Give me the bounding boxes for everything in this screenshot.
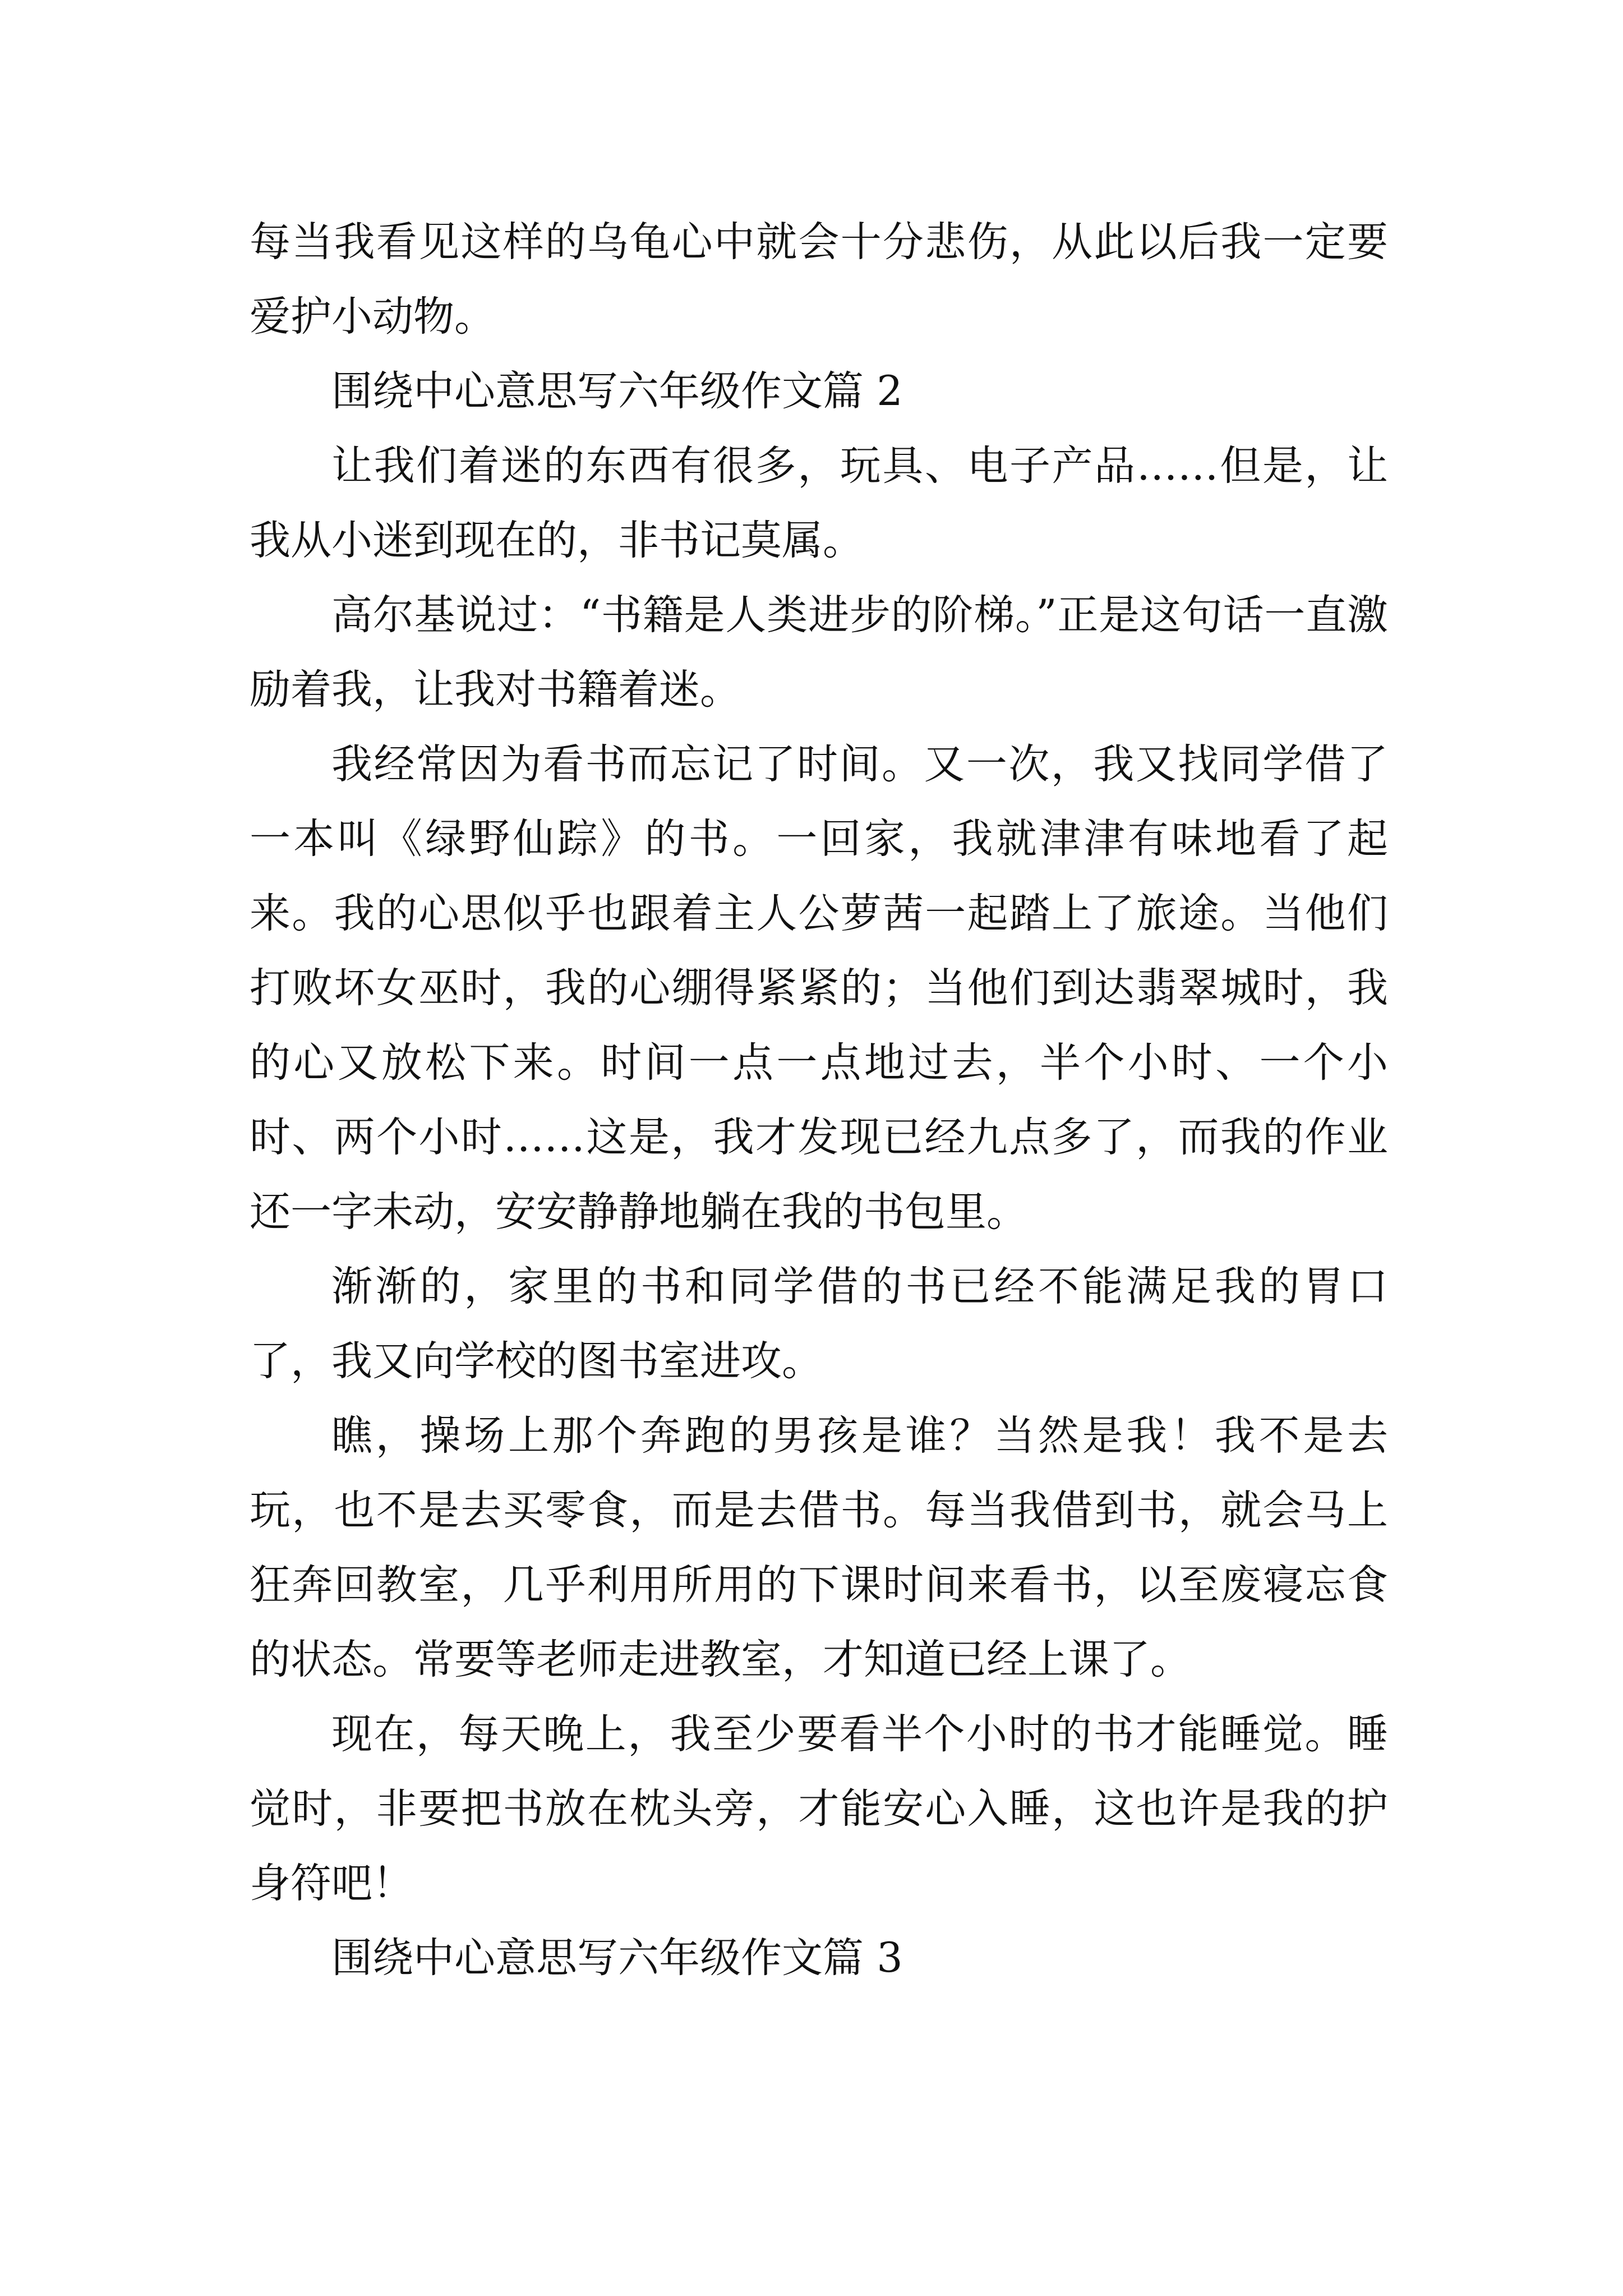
paragraph-2: 让我们着迷的东西有很多，玩具、电子产品……但是，让我从小迷到现在的，非书记莫属。	[250, 442, 1388, 564]
section-heading-2: 围绕中心意思写六年级作文篇 2	[331, 367, 903, 415]
paragraph-3: 高尔基说过：“书籍是人类进步的阶梯。”正是这句话一直激励着我，让我对书籍着迷。	[250, 591, 1388, 714]
paragraph-5: 渐渐的，家里的书和同学借的书已经不能满足我的胃口了，我又向学校的图书室进攻。	[250, 1263, 1388, 1385]
article-body	[250, 205, 1388, 1995]
paragraph-7: 现在，每天晚上，我至少要看半个小时的书才能睡觉。睡觉时，非要把书放在枕头旁，才能安心入睡，这也许是我的护身符吧！	[250, 1710, 1388, 1907]
section-heading-3: 围绕中心意思写六年级作文篇 3	[331, 1934, 903, 1982]
paragraph-1: 每当我看见这样的乌龟心中就会十分悲伤，从此以后我一定要爱护小动物。	[250, 218, 1388, 341]
paragraph-6: 瞧，操场上那个奔跑的男孩是谁？当然是我！我不是去玩，也不是去买零食，而是去借书。每当我借到书，就会马上狂奔回教室，几乎利用所用的下课时间来看书，以至废寝忘食的状态。常要等老师走进教室，才知道已经上课了。	[250, 1412, 1388, 1683]
paragraph-4: 我经常因为看书而忘记了时间。又一次，我又找同学借了一本叫《绿野仙踪》的书。一回家，我就津津有味地看了起来。我的心思似乎也跟着主人公萝茜一起踏上了旅途。当他们打败坏女巫时，我的心绷得紧紧的；当他们到达翡翠城时，我的心又放松下来。时间一点一点地过去，半个小时、一个小时、两个小时……这是，我才发现已经九点多了，而我的作业还一字未动，安安静静地躺在我的书包里。	[250, 740, 1388, 1236]
